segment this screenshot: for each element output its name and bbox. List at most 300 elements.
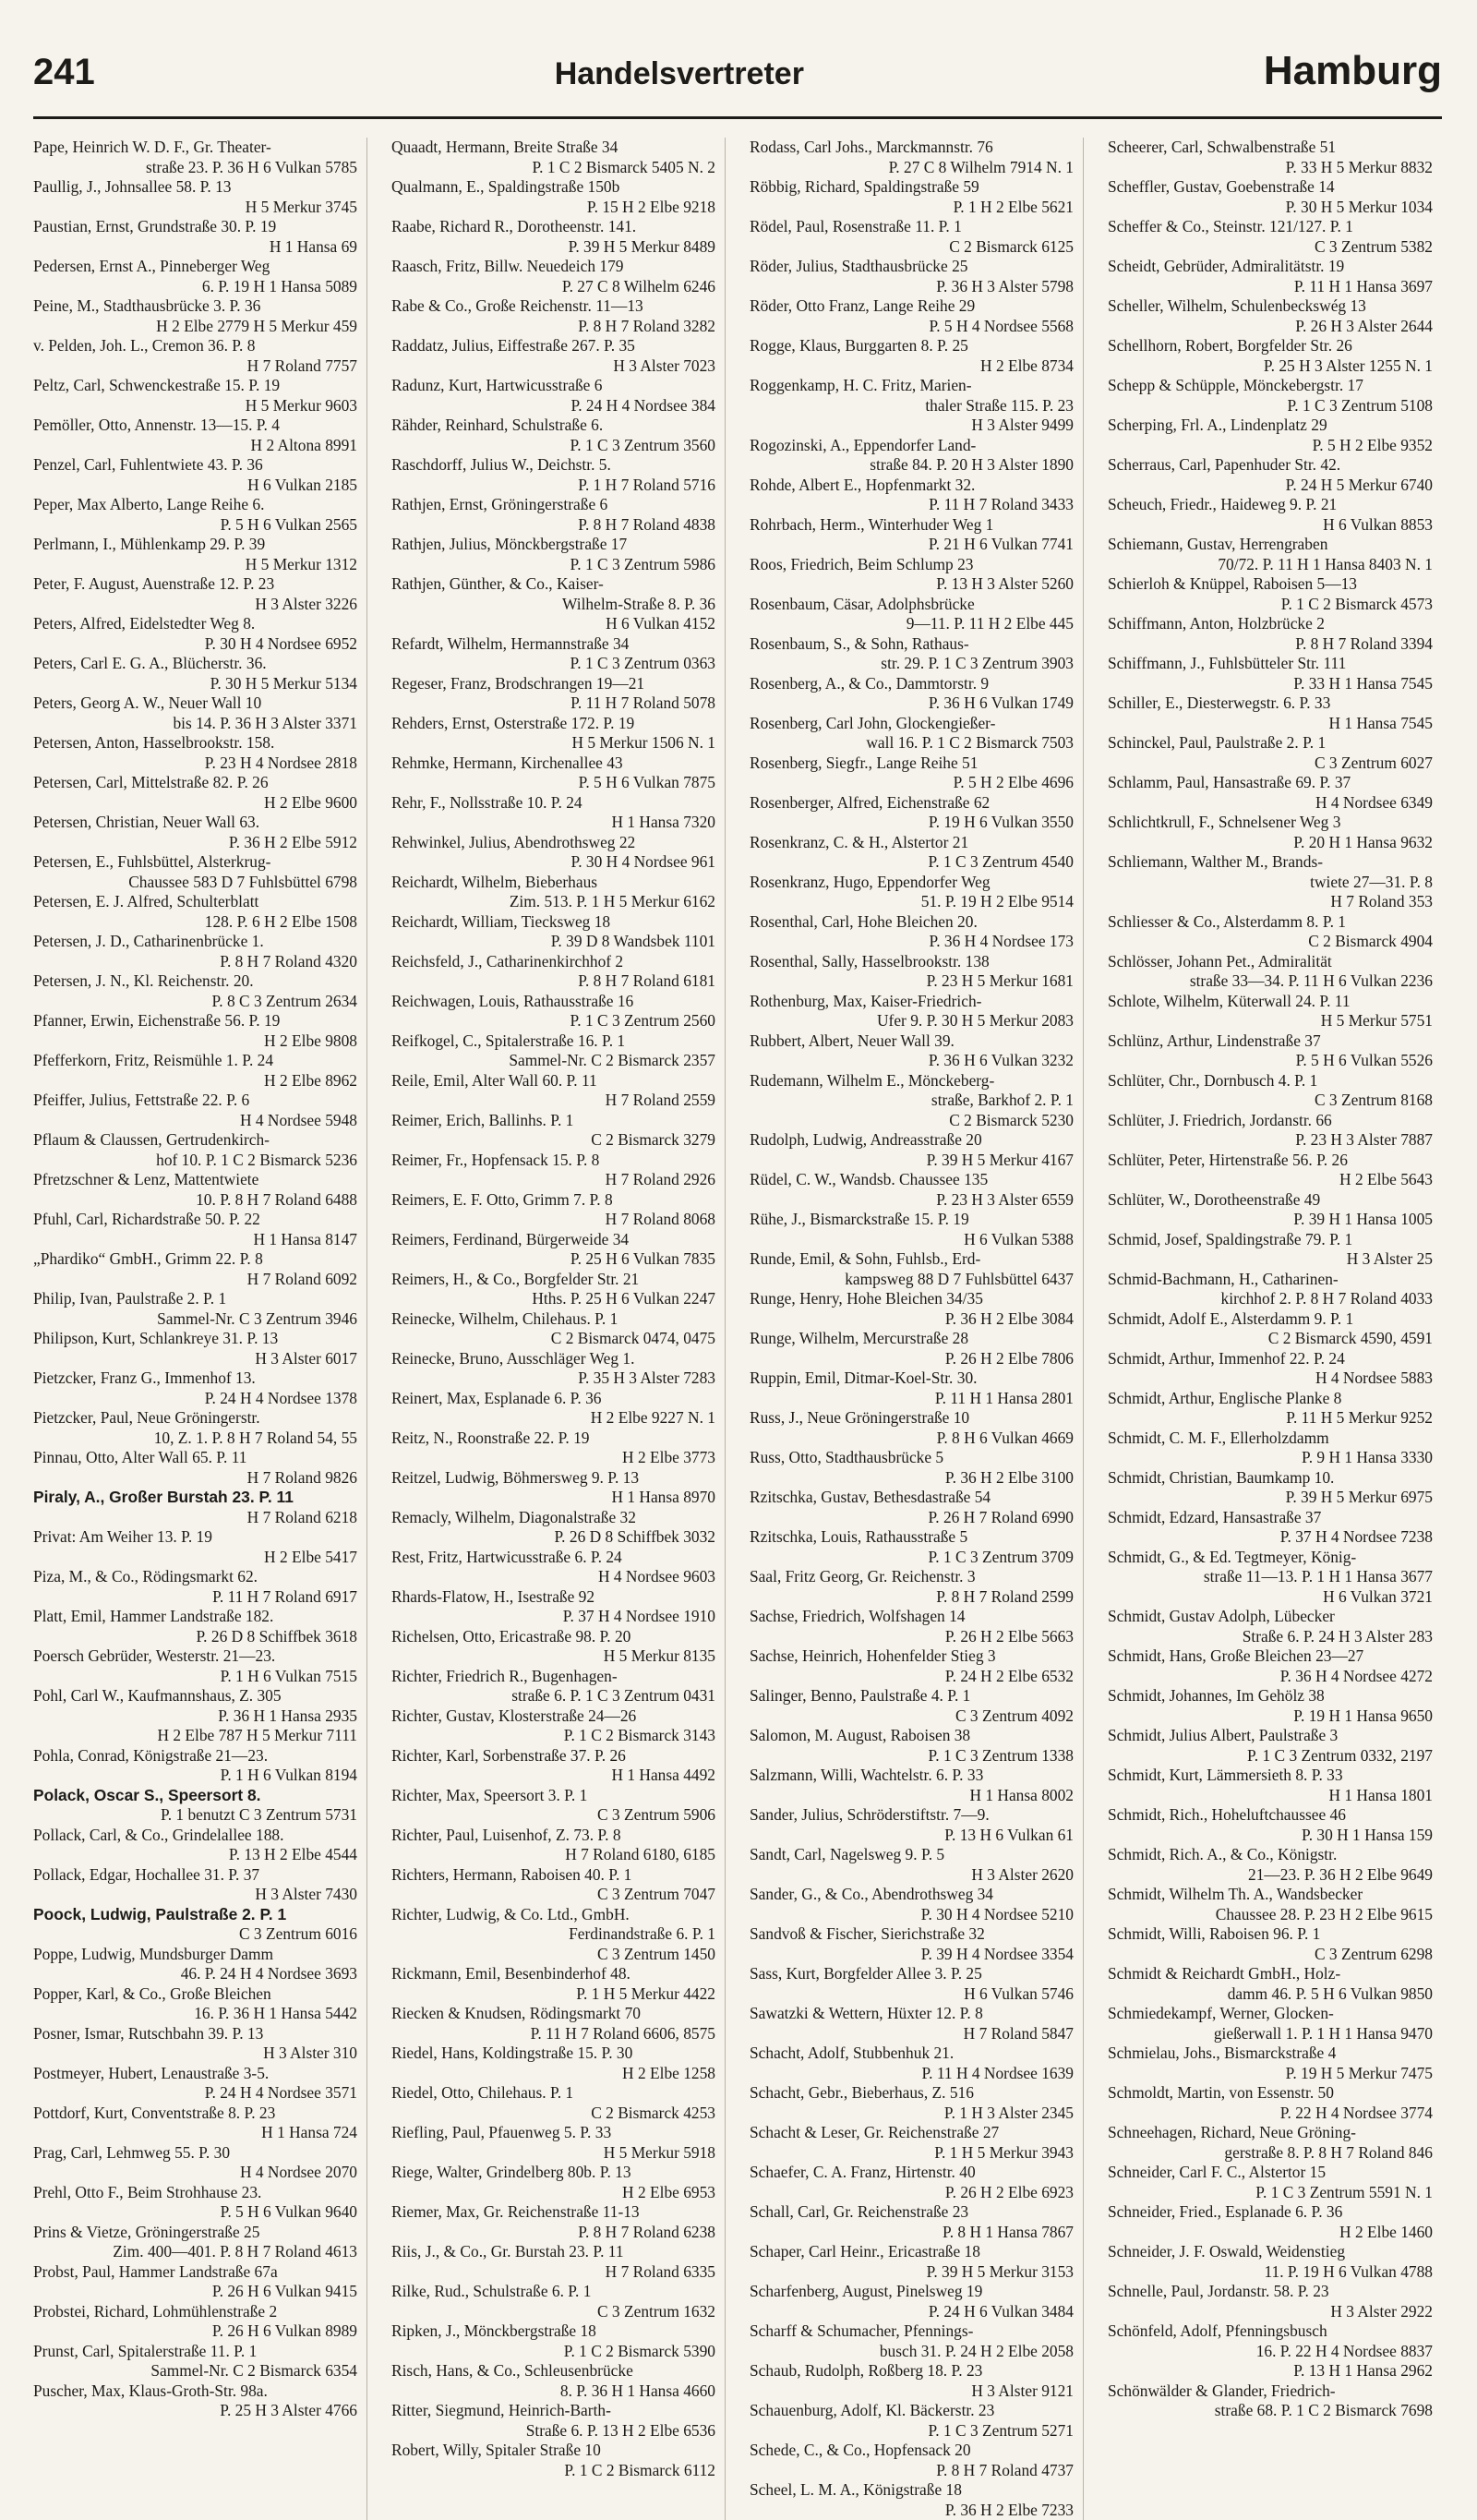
entry-phone-line: C 3 Zentrum 6027 xyxy=(1108,754,1433,774)
entry-phone-line: P. 26 H 7 Roland 6990 xyxy=(750,1508,1074,1528)
directory-entry: Peper, Max Alberto, Lange Reihe 6. xyxy=(33,495,357,515)
entry-phone-line: H 4 Nordsee 5883 xyxy=(1108,1369,1433,1389)
entry-phone-line: P. 26 D 8 Schiffbek 3618 xyxy=(33,1627,357,1647)
directory-entry: Peters, Carl E. G. A., Blücherstr. 36. xyxy=(33,654,357,674)
directory-entry: Roos, Friedrich, Beim Schlump 23 xyxy=(750,555,1074,575)
entry-phone-line: P. 22 H 4 Nordsee 3774 xyxy=(1108,2104,1433,2124)
directory-entry: Poock, Ludwig, Paulstraße 2. P. 1 xyxy=(33,1905,357,1925)
city-title: Hamburg xyxy=(1264,48,1442,94)
entry-phone-line: P. 1 C 2 Bismarck 3143 xyxy=(391,1726,715,1746)
directory-entry: Poppe, Ludwig, Mundsburger Damm xyxy=(33,1945,357,1965)
directory-entry: Schmidt, Julius Albert, Paulstraße 3 xyxy=(1108,1726,1433,1746)
directory-entry: Peter, F. August, Auenstraße 12. P. 23 xyxy=(33,574,357,595)
entry-phone-line: 16. P. 36 H 1 Hansa 5442 xyxy=(33,2004,357,2024)
entry-phone-line: P. 13 H 3 Alster 5260 xyxy=(750,574,1074,595)
directory-entry: Schiller, E., Diesterwegstr. 6. P. 33 xyxy=(1108,693,1433,714)
directory-entry: Scherraus, Carl, Papenhuder Str. 42. xyxy=(1108,455,1433,476)
directory-entry: Schmidt, Edzard, Hansastraße 37 xyxy=(1108,1508,1433,1528)
entry-phone-line: H 5 Merkur 5918 xyxy=(391,2143,715,2164)
directory-entry: Richter, Karl, Sorbenstraße 37. P. 26 xyxy=(391,1746,715,1766)
entry-phone-line: P. 1 C 3 Zentrum 5591 N. 1 xyxy=(1108,2183,1433,2203)
directory-entry: Petersen, E. J. Alfred, Schulterblatt xyxy=(33,892,357,912)
entry-phone-line: H 7 Roland 9826 xyxy=(33,1468,357,1489)
entry-phone-line: P. 33 H 5 Merkur 8832 xyxy=(1108,158,1433,178)
entry-phone-line: Hths. P. 25 H 6 Vulkan 2247 xyxy=(391,1289,715,1309)
entry-phone-line: H 5 Merkur 1506 N. 1 xyxy=(391,733,715,754)
entry-phone-line: C 3 Zentrum 7047 xyxy=(391,1885,715,1905)
directory-entry: Sachse, Heinrich, Hohenfelder Stieg 3 xyxy=(750,1646,1074,1667)
entry-phone-line: C 3 Zentrum 6016 xyxy=(33,1924,357,1945)
entry-phone-line: H 7 Roland 6218 xyxy=(33,1508,357,1528)
entry-phone-line: P. 5 H 2 Elbe 4696 xyxy=(750,773,1074,793)
directory-entry: Rosenbaum, Cäsar, Adolphsbrücke xyxy=(750,595,1074,615)
directory-entry: Schall, Carl, Gr. Reichenstraße 23 xyxy=(750,2202,1074,2223)
directory-entry: Rogge, Klaus, Burggarten 8. P. 25 xyxy=(750,336,1074,356)
directory-entry: Sawatzki & Wettern, Hüxter 12. P. 8 xyxy=(750,2004,1074,2024)
directory-entry: Schmidt, Adolf E., Alsterdamm 9. P. 1 xyxy=(1108,1309,1433,1330)
directory-entry: Pemöller, Otto, Annenstr. 13—15. P. 4 xyxy=(33,416,357,436)
directory-entry: Rehders, Ernst, Osterstraße 172. P. 19 xyxy=(391,714,715,734)
entry-phone-line: P. 8 H 7 Roland 6238 xyxy=(391,2223,715,2243)
entry-phone-line: Ufer 9. P. 30 H 5 Merkur 2083 xyxy=(750,1011,1074,1031)
entry-phone-line: P. 30 H 5 Merkur 5134 xyxy=(33,674,357,694)
entry-phone-line: H 3 Alster 9121 xyxy=(750,2381,1074,2402)
directory-entry: Prag, Carl, Lehmweg 55. P. 30 xyxy=(33,2143,357,2164)
directory-entry: Pollack, Edgar, Hochallee 31. P. 37 xyxy=(33,1865,357,1886)
entry-phone-line: P. 36 H 2 Elbe 3084 xyxy=(750,1309,1074,1330)
entry-phone-line: H 1 Hansa 7320 xyxy=(391,813,715,833)
entry-phone-line: H 6 Vulkan 3721 xyxy=(1108,1587,1433,1608)
entry-phone-line: P. 27 C 8 Wilhelm 7914 N. 1 xyxy=(750,158,1074,178)
directory-entry: Prehl, Otto F., Beim Strohhause 23. xyxy=(33,2183,357,2203)
directory-entry: Rosenthal, Carl, Hohe Bleichen 20. xyxy=(750,912,1074,933)
directory-entry: Pfefferkorn, Fritz, Reismühle 1. P. 24 xyxy=(33,1051,357,1071)
entry-phone-line: damm 46. P. 5 H 6 Vulkan 9850 xyxy=(1108,1984,1433,2005)
entry-phone-line: H 6 Vulkan 2185 xyxy=(33,476,357,496)
entry-phone-line: H 3 Alster 7430 xyxy=(33,1885,357,1905)
entry-phone-line: P. 25 H 3 Alster 4766 xyxy=(33,2401,357,2421)
directory-entry: Schmid-Bachmann, H., Catharinen- xyxy=(1108,1270,1433,1290)
directory-entry: Risch, Hans, & Co., Schleusenbrücke xyxy=(391,2361,715,2381)
directory-entry: Paullig, J., Johnsallee 58. P. 13 xyxy=(33,177,357,198)
entry-phone-line: P. 8 H 7 Roland 4838 xyxy=(391,515,715,536)
entry-phone-line: H 6 Vulkan 8853 xyxy=(1108,515,1433,536)
entry-phone-line: P. 1 C 3 Zentrum 0363 xyxy=(391,654,715,674)
entry-phone-line: H 6 Vulkan 5746 xyxy=(750,1984,1074,2005)
directory-entry: Schaefer, C. A. Franz, Hirtenstr. 40 xyxy=(750,2163,1074,2183)
directory-entry: Schacht, Gebr., Bieberhaus, Z. 516 xyxy=(750,2083,1074,2104)
directory-entry: Richter, Friedrich R., Bugenhagen- xyxy=(391,1667,715,1687)
directory-entry: Schmiedekampf, Werner, Glocken- xyxy=(1108,2004,1433,2024)
directory-entry: Schmidt, Rich., Hoheluftchaussee 46 xyxy=(1108,1805,1433,1826)
entry-phone-line: P. 11 H 7 Roland 3433 xyxy=(750,495,1074,515)
directory-columns xyxy=(33,138,1442,2234)
entry-phone-line: P. 15 H 2 Elbe 9218 xyxy=(391,198,715,218)
directory-entry: Probstei, Richard, Lohmühlenstraße 2 xyxy=(33,2302,357,2322)
entry-phone-line: P. 27 C 8 Wilhelm 6246 xyxy=(391,277,715,297)
entry-phone-line: C 2 Bismarck 6125 xyxy=(750,237,1074,258)
directory-entry: Röbbig, Richard, Spaldingstraße 59 xyxy=(750,177,1074,198)
entry-phone-line: H 7 Roland 353 xyxy=(1108,892,1433,912)
entry-phone-line: H 5 Merkur 5751 xyxy=(1108,1011,1433,1031)
directory-entry: Scheffler, Gustav, Goebenstraße 14 xyxy=(1108,177,1433,198)
entry-phone-line: P. 30 H 4 Nordsee 6952 xyxy=(33,634,357,655)
entry-phone-line: H 2 Elbe 9227 N. 1 xyxy=(391,1408,715,1429)
entry-phone-line: H 7 Roland 2926 xyxy=(391,1170,715,1190)
directory-entry: Ruppin, Emil, Ditmar-Koel-Str. 30. xyxy=(750,1369,1074,1389)
directory-entry: Rathjen, Günther, & Co., Kaiser- xyxy=(391,574,715,595)
entry-phone-line: C 2 Bismarck 4904 xyxy=(1108,932,1433,952)
directory-entry: Schlüter, Chr., Dornbusch 4. P. 1 xyxy=(1108,1071,1433,1091)
entry-phone-line: P. 1 H 6 Vulkan 8194 xyxy=(33,1766,357,1786)
directory-entry: Rosenbaum, S., & Sohn, Rathaus- xyxy=(750,634,1074,655)
directory-entry: Radunz, Kurt, Hartwicusstraße 6 xyxy=(391,376,715,396)
directory-entry: Schepp & Schüpple, Mönckebergstr. 17 xyxy=(1108,376,1433,396)
entry-phone-line: P. 25 H 3 Alster 1255 N. 1 xyxy=(1108,356,1433,377)
directory-entry: Riis, J., & Co., Gr. Burstah 23. P. 11 xyxy=(391,2242,715,2262)
directory-entry: Riemer, Max, Gr. Reichenstraße 11-13 xyxy=(391,2202,715,2223)
directory-entry: „Phardiko“ GmbH., Grimm 22. P. 8 xyxy=(33,1249,357,1270)
entry-phone-line: H 1 Hansa 4492 xyxy=(391,1766,715,1786)
directory-entry: Rzitschka, Gustav, Bethesdastraße 54 xyxy=(750,1488,1074,1508)
directory-entry: Reimers, Ferdinand, Bürgerweide 34 xyxy=(391,1230,715,1250)
directory-entry: Salomon, M. August, Raboisen 38 xyxy=(750,1726,1074,1746)
entry-phone-line: gerstraße 8. P. 8 H 7 Roland 846 xyxy=(1108,2143,1433,2164)
directory-entry: Reimer, Erich, Ballinhs. P. 1 xyxy=(391,1111,715,1131)
directory-entry: Sass, Kurt, Borgfelder Allee 3. P. 25 xyxy=(750,1964,1074,1984)
directory-entry: Rosenberger, Alfred, Eichenstraße 62 xyxy=(750,793,1074,814)
entry-phone-line: C 2 Bismarck 4590, 4591 xyxy=(1108,1329,1433,1349)
directory-entry: Schneider, J. F. Oswald, Weidenstieg xyxy=(1108,2242,1433,2262)
directory-entry: Richter, Paul, Luisenhof, Z. 73. P. 8 xyxy=(391,1826,715,1846)
entry-phone-line: H 1 Hansa 8002 xyxy=(750,1786,1074,1806)
entry-phone-line: P. 36 H 4 Nordsee 4272 xyxy=(1108,1667,1433,1687)
entry-phone-line: P. 20 H 1 Hansa 9632 xyxy=(1108,833,1433,853)
entry-phone-line: P. 19 H 1 Hansa 9650 xyxy=(1108,1706,1433,1727)
directory-entry: Schlüter, J. Friedrich, Jordanstr. 66 xyxy=(1108,1111,1433,1131)
entry-phone-line: hof 10. P. 1 C 2 Bismarck 5236 xyxy=(33,1151,357,1171)
entry-phone-line: 128. P. 6 H 2 Elbe 1508 xyxy=(33,912,357,933)
directory-entry: Rosenthal, Sally, Hasselbrookstr. 138 xyxy=(750,952,1074,972)
entry-phone-line: P. 33 H 1 Hansa 7545 xyxy=(1108,674,1433,694)
entry-phone-line: 11. P. 19 H 6 Vulkan 4788 xyxy=(1108,2262,1433,2283)
entry-phone-line: 10. P. 8 H 7 Roland 6488 xyxy=(33,1190,357,1211)
entry-phone-line: C 3 Zentrum 5382 xyxy=(1108,237,1433,258)
entry-phone-line: Zim. 400—401. P. 8 H 7 Roland 4613 xyxy=(33,2242,357,2262)
directory-entry: Schönwälder & Glander, Friedrich- xyxy=(1108,2381,1433,2402)
directory-entry: Schmidt, Christian, Baumkamp 10. xyxy=(1108,1468,1433,1489)
entry-phone-line: H 3 Alster 2922 xyxy=(1108,2302,1433,2322)
entry-phone-line: H 5 Merkur 9603 xyxy=(33,396,357,416)
directory-entry: Schlünz, Arthur, Lindenstraße 37 xyxy=(1108,1031,1433,1052)
entry-phone-line: P. 11 H 1 Hansa 3697 xyxy=(1108,277,1433,297)
directory-entry: Röder, Otto Franz, Lange Reihe 29 xyxy=(750,296,1074,317)
entry-phone-line: H 4 Nordsee 5948 xyxy=(33,1111,357,1131)
directory-entry: Pollack, Carl, & Co., Grindelallee 188. xyxy=(33,1826,357,1846)
entry-phone-line: Sammel-Nr. C 3 Zentrum 3946 xyxy=(33,1309,357,1330)
entry-phone-line: H 5 Merkur 8135 xyxy=(391,1646,715,1667)
directory-entry: Reichwagen, Louis, Rathausstraße 16 xyxy=(391,992,715,1012)
entry-phone-line: wall 16. P. 1 C 2 Bismarck 7503 xyxy=(750,733,1074,754)
entry-phone-line: P. 1 H 6 Vulkan 7515 xyxy=(33,1667,357,1687)
entry-phone-line: H 3 Alster 3226 xyxy=(33,595,357,615)
entry-phone-line: H 2 Elbe 3773 xyxy=(391,1448,715,1468)
directory-entry: Perlmann, I., Mühlenkamp 29. P. 39 xyxy=(33,535,357,555)
directory-entry: Rzitschka, Louis, Rathausstraße 5 xyxy=(750,1527,1074,1548)
directory-entry: Rehr, F., Nollsstraße 10. P. 24 xyxy=(391,793,715,814)
directory-entry: Schmidt, Kurt, Lämmersieth 8. P. 33 xyxy=(1108,1766,1433,1786)
entry-phone-line: P. 1 H 5 Merkur 4422 xyxy=(391,1984,715,2005)
directory-entry: Raschdorff, Julius W., Deichstr. 5. xyxy=(391,455,715,476)
entry-phone-line: H 4 Nordsee 6349 xyxy=(1108,793,1433,814)
entry-phone-line: 46. P. 24 H 4 Nordsee 3693 xyxy=(33,1964,357,1984)
entry-phone-line: P. 36 H 6 Vulkan 1749 xyxy=(750,693,1074,714)
directory-entry: Rosenberg, A., & Co., Dammtorstr. 9 xyxy=(750,674,1074,694)
entry-phone-line: H 2 Elbe 8734 xyxy=(750,356,1074,377)
directory-entry: Scharfenberg, August, Pinelsweg 19 xyxy=(750,2282,1074,2302)
directory-entry: Rudolph, Ludwig, Andreasstraße 20 xyxy=(750,1130,1074,1151)
entry-phone-line: P. 26 H 3 Alster 2644 xyxy=(1108,317,1433,337)
entry-phone-line: P. 11 H 7 Roland 5078 xyxy=(391,693,715,714)
directory-entry: Sander, G., & Co., Abendrothsweg 34 xyxy=(750,1885,1074,1905)
entry-phone-line: Chaussee 28. P. 23 H 2 Elbe 9615 xyxy=(1108,1905,1433,1925)
directory-entry: Rosenberg, Carl John, Glockengießer- xyxy=(750,714,1074,734)
entry-phone-line: P. 1 H 2 Elbe 5621 xyxy=(750,198,1074,218)
entry-phone-line: H 3 Alster 310 xyxy=(33,2044,357,2064)
directory-entry: Schellhorn, Robert, Borgfelder Str. 26 xyxy=(1108,336,1433,356)
entry-phone-line: P. 1 C 3 Zentrum 3560 xyxy=(391,436,715,456)
entry-phone-line: P. 1 H 7 Roland 5716 xyxy=(391,476,715,496)
directory-entry: Reifkogel, C., Spitalerstraße 16. P. 1 xyxy=(391,1031,715,1052)
directory-entry: Raddatz, Julius, Eiffestraße 267. P. 35 xyxy=(391,336,715,356)
directory-entry: Qualmann, E., Spaldingstraße 150b xyxy=(391,177,715,198)
directory-entry: Ripken, J., Mönckbergstraße 18 xyxy=(391,2321,715,2342)
directory-entry: Schlüter, W., Dorotheenstraße 49 xyxy=(1108,1190,1433,1211)
entry-phone-line: C 2 Bismarck 5230 xyxy=(750,1111,1074,1131)
entry-phone-line: P. 1 C 2 Bismarck 6112 xyxy=(391,2461,715,2481)
directory-entry: Petersen, J. N., Kl. Reichenstr. 20. xyxy=(33,971,357,992)
directory-entry: Roggenkamp, H. C. Fritz, Marien- xyxy=(750,376,1074,396)
directory-entry: Rüdel, C. W., Wandsb. Chaussee 135 xyxy=(750,1170,1074,1190)
directory-entry: Reimer, Fr., Hopfensack 15. P. 8 xyxy=(391,1151,715,1171)
directory-entry: Scheerer, Carl, Schwalbenstraße 51 xyxy=(1108,138,1433,158)
directory-entry: Schmidt, Arthur, Immenhof 22. P. 24 xyxy=(1108,1349,1433,1369)
entry-phone-line: P. 5 H 4 Nordsee 5568 xyxy=(750,317,1074,337)
directory-entry: Penzel, Carl, Fuhlentwiete 43. P. 36 xyxy=(33,455,357,476)
entry-phone-line: Sammel-Nr. C 2 Bismarck 6354 xyxy=(33,2361,357,2381)
directory-entry: Reichsfeld, J., Catharinenkirchhof 2 xyxy=(391,952,715,972)
directory-entry: Schliemann, Walther M., Brands- xyxy=(1108,852,1433,873)
directory-column xyxy=(391,138,726,2520)
directory-entry: Rosenberg, Siegfr., Lange Reihe 51 xyxy=(750,754,1074,774)
directory-entry: Pfretzschner & Lenz, Mattentwiete xyxy=(33,1170,357,1190)
entry-phone-line: P. 24 H 6 Vulkan 3484 xyxy=(750,2302,1074,2322)
directory-entry: Reitz, N., Roonstraße 22. P. 19 xyxy=(391,1429,715,1449)
directory-entry: Schmidt, Johannes, Im Gehölz 38 xyxy=(1108,1686,1433,1706)
directory-entry: Schmoldt, Martin, von Essenstr. 50 xyxy=(1108,2083,1433,2104)
entry-phone-line: P. 24 H 2 Elbe 6532 xyxy=(750,1667,1074,1687)
directory-entry: Reimers, H., & Co., Borgfelder Str. 21 xyxy=(391,1270,715,1290)
directory-entry: Rubbert, Albert, Neuer Wall 39. xyxy=(750,1031,1074,1052)
directory-entry: Petersen, J. D., Catharinenbrücke 1. xyxy=(33,932,357,952)
entry-phone-line: H 1 Hansa 69 xyxy=(33,237,357,258)
entry-phone-line: 10, Z. 1. P. 8 H 7 Roland 54, 55 xyxy=(33,1429,357,1449)
entry-phone-line: P. 26 H 6 Vulkan 9415 xyxy=(33,2282,357,2302)
entry-phone-line: H 4 Nordsee 2070 xyxy=(33,2163,357,2183)
entry-phone-line: P. 26 H 2 Elbe 7806 xyxy=(750,1349,1074,1369)
entry-phone-line: H 2 Elbe 6953 xyxy=(391,2183,715,2203)
directory-entry: Rudemann, Wilhelm E., Mönckeberg- xyxy=(750,1071,1074,1091)
entry-phone-line: P. 8 H 7 Roland 3282 xyxy=(391,317,715,337)
entry-phone-line: P. 37 H 4 Nordsee 1910 xyxy=(391,1607,715,1627)
directory-entry: Pinnau, Otto, Alter Wall 65. P. 11 xyxy=(33,1448,357,1468)
entry-phone-line: P. 8 H 6 Vulkan 4669 xyxy=(750,1429,1074,1449)
directory-entry: Rilke, Rud., Schulstraße 6. P. 1 xyxy=(391,2282,715,2302)
entry-phone-line: C 3 Zentrum 6298 xyxy=(1108,1945,1433,1965)
entry-phone-line: P. 8 H 7 Roland 4737 xyxy=(750,2461,1074,2481)
directory-entry: Schmidt, Hans, Große Bleichen 23—27 xyxy=(1108,1646,1433,1667)
entry-phone-line: P. 13 H 2 Elbe 4544 xyxy=(33,1845,357,1865)
directory-entry: Peltz, Carl, Schwenckestraße 15. P. 19 xyxy=(33,376,357,396)
entry-phone-line: 70/72. P. 11 H 1 Hansa 8403 N. 1 xyxy=(1108,555,1433,575)
directory-entry: Rohrbach, Herm., Winterhuder Weg 1 xyxy=(750,515,1074,536)
directory-entry: Rabe & Co., Große Reichenstr. 11—13 xyxy=(391,296,715,317)
directory-entry: Pietzcker, Paul, Neue Gröningerstr. xyxy=(33,1408,357,1429)
directory-column xyxy=(1108,138,1442,2520)
entry-phone-line: P. 11 H 4 Nordsee 1639 xyxy=(750,2064,1074,2084)
entry-phone-line: P. 36 H 4 Nordsee 173 xyxy=(750,932,1074,952)
directory-entry: Richter, Max, Speersort 3. P. 1 xyxy=(391,1786,715,1806)
entry-phone-line: P. 39 H 1 Hansa 1005 xyxy=(1108,1210,1433,1230)
entry-phone-line: C 3 Zentrum 1450 xyxy=(391,1945,715,1965)
directory-entry: Rödel, Paul, Rosenstraße 11. P. 1 xyxy=(750,217,1074,237)
directory-entry: Sander, Julius, Schröderstiftstr. 7—9. xyxy=(750,1805,1074,1826)
entry-phone-line: P. 1 C 2 Bismarck 5405 N. 2 xyxy=(391,158,715,178)
entry-phone-line: P. 39 H 5 Merkur 3153 xyxy=(750,2262,1074,2283)
entry-phone-line: H 2 Elbe 5417 xyxy=(33,1548,357,1568)
entry-phone-line: str. 29. P. 1 C 3 Zentrum 3903 xyxy=(750,654,1074,674)
entry-phone-line: P. 39 H 4 Nordsee 3354 xyxy=(750,1945,1074,1965)
directory-entry: Schmidt, Arthur, Englische Planke 8 xyxy=(1108,1389,1433,1409)
directory-entry: Reinert, Max, Esplanade 6. P. 36 xyxy=(391,1389,715,1409)
directory-entry: Runge, Henry, Hohe Bleichen 34/35 xyxy=(750,1289,1074,1309)
entry-phone-line: P. 19 H 6 Vulkan 3550 xyxy=(750,813,1074,833)
entry-phone-line: H 2 Elbe 1258 xyxy=(391,2064,715,2084)
directory-entry: Schiffmann, Anton, Holzbrücke 2 xyxy=(1108,614,1433,634)
entry-phone-line: P. 24 H 4 Nordsee 1378 xyxy=(33,1389,357,1409)
directory-entry: Sandt, Carl, Nagelsweg 9. P. 5 xyxy=(750,1845,1074,1865)
directory-entry: Peine, M., Stadthausbrücke 3. P. 36 xyxy=(33,296,357,317)
directory-entry: Schmidt, C. M. F., Ellerholzdamm xyxy=(1108,1429,1433,1449)
entry-phone-line: P. 21 H 6 Vulkan 7741 xyxy=(750,535,1074,555)
entry-phone-line: P. 1 C 3 Zentrum 5986 xyxy=(391,555,715,575)
directory-entry: Pedersen, Ernst A., Pinneberger Weg xyxy=(33,257,357,277)
directory-entry: Saal, Fritz Georg, Gr. Reichenstr. 3 xyxy=(750,1567,1074,1587)
directory-entry: Scheller, Wilhelm, Schulenbeckswég 13 xyxy=(1108,296,1433,317)
entry-phone-line: H 1 Hansa 7545 xyxy=(1108,714,1433,734)
directory-entry: Rühe, J., Bismarckstraße 15. P. 19 xyxy=(750,1210,1074,1230)
directory-entry: Popper, Karl, & Co., Große Bleichen xyxy=(33,1984,357,2005)
entry-phone-line: P. 8 H 7 Roland 4320 xyxy=(33,952,357,972)
entry-phone-line: Chaussee 583 D 7 Fuhlsbüttel 6798 xyxy=(33,873,357,893)
directory-entry: Petersen, Anton, Hasselbrookstr. 158. xyxy=(33,733,357,754)
entry-phone-line: H 1 Hansa 8147 xyxy=(33,1230,357,1250)
page-number: 241 xyxy=(33,52,95,93)
entry-phone-line: H 6 Vulkan 5388 xyxy=(750,1230,1074,1250)
directory-entry: Schönfeld, Adolf, Pfenningsbusch xyxy=(1108,2321,1433,2342)
entry-phone-line: P. 1 C 2 Bismarck 4573 xyxy=(1108,595,1433,615)
entry-phone-line: Straße 6. P. 13 H 2 Elbe 6536 xyxy=(391,2421,715,2442)
entry-phone-line: P. 1 H 3 Alster 2345 xyxy=(750,2104,1074,2124)
directory-entry: Quaadt, Hermann, Breite Straße 34 xyxy=(391,138,715,158)
directory-entry: Platt, Emil, Hammer Landstraße 182. xyxy=(33,1607,357,1627)
section-title: Handelsvertreter xyxy=(555,56,804,92)
entry-phone-line: P. 23 H 4 Nordsee 2818 xyxy=(33,754,357,774)
directory-entry: Prins & Vietze, Gröningerstraße 25 xyxy=(33,2223,357,2243)
directory-entry: Paustian, Ernst, Grundstraße 30. P. 19 xyxy=(33,217,357,237)
directory-entry: Schmidt, Rich. A., & Co., Königstr. xyxy=(1108,1845,1433,1865)
directory-entry: Pfanner, Erwin, Eichenstraße 56. P. 19 xyxy=(33,1011,357,1031)
directory-entry: Richelsen, Otto, Ericastraße 98. P. 20 xyxy=(391,1627,715,1647)
entry-phone-line: P. 5 H 6 Vulkan 9640 xyxy=(33,2202,357,2223)
entry-phone-line: 51. P. 19 H 2 Elbe 9514 xyxy=(750,892,1074,912)
entry-phone-line: P. 30 H 4 Nordsee 5210 xyxy=(750,1905,1074,1925)
directory-entry: Schacht & Leser, Gr. Reichenstraße 27 xyxy=(750,2123,1074,2143)
directory-entry: Scheel, L. M. A., Königstraße 18 xyxy=(750,2480,1074,2501)
entry-phone-line: P. 11 H 7 Roland 6917 xyxy=(33,1587,357,1608)
directory-entry: Rehwinkel, Julius, Abendrothsweg 22 xyxy=(391,833,715,853)
entry-phone-line: Straße 6. P. 24 H 3 Alster 283 xyxy=(1108,1627,1433,1647)
directory-entry: Schede, C., & Co., Hopfensack 20 xyxy=(750,2441,1074,2461)
directory-entry: Schlichtkrull, F., Schnelsener Weg 3 xyxy=(1108,813,1433,833)
entry-phone-line: H 7 Roland 5847 xyxy=(750,2024,1074,2044)
directory-entry: Schlote, Wilhelm, Küterwall 24. P. 11 xyxy=(1108,992,1433,1012)
entry-phone-line: H 2 Elbe 787 H 5 Merkur 7111 xyxy=(33,1726,357,1746)
directory-entry: Reile, Emil, Alter Wall 60. P. 11 xyxy=(391,1071,715,1091)
entry-phone-line: straße, Barkhof 2. P. 1 xyxy=(750,1091,1074,1111)
entry-phone-line: P. 30 H 5 Merkur 1034 xyxy=(1108,198,1433,218)
directory-entry: Schmidt, Wilhelm Th. A., Wandsbecker xyxy=(1108,1885,1433,1905)
entry-phone-line: H 2 Elbe 2779 H 5 Merkur 459 xyxy=(33,317,357,337)
directory-entry: Scheffer & Co., Steinstr. 121/127. P. 1 xyxy=(1108,217,1433,237)
entry-phone-line: P. 1 C 2 Bismarck 5390 xyxy=(391,2342,715,2362)
directory-entry: Reinecke, Bruno, Ausschläger Weg 1. xyxy=(391,1349,715,1369)
directory-entry: Philipson, Kurt, Schlankreye 31. P. 13 xyxy=(33,1329,357,1349)
entry-phone-line: P. 36 H 6 Vulkan 3232 xyxy=(750,1051,1074,1071)
directory-entry: Runde, Emil, & Sohn, Fuhlsb., Erd- xyxy=(750,1249,1074,1270)
directory-entry: Rhards-Flatow, H., Isestraße 92 xyxy=(391,1587,715,1608)
entry-phone-line: H 5 Merkur 3745 xyxy=(33,198,357,218)
entry-phone-line: H 2 Elbe 9600 xyxy=(33,793,357,814)
directory-entry: Reitzel, Ludwig, Böhmersweg 9. P. 13 xyxy=(391,1468,715,1489)
entry-phone-line: P. 24 H 5 Merkur 6740 xyxy=(1108,476,1433,496)
entry-phone-line: straße 6. P. 1 C 3 Zentrum 0431 xyxy=(391,1686,715,1706)
entry-phone-line: P. 23 H 3 Alster 6559 xyxy=(750,1190,1074,1211)
entry-phone-line: H 3 Alster 2620 xyxy=(750,1865,1074,1886)
entry-phone-line: P. 35 H 3 Alster 7283 xyxy=(391,1369,715,1389)
directory-entry: Reimers, E. F. Otto, Grimm 7. P. 8 xyxy=(391,1190,715,1211)
directory-entry: Rathjen, Julius, Mönckbergstraße 17 xyxy=(391,535,715,555)
entry-phone-line: H 2 Elbe 9808 xyxy=(33,1031,357,1052)
directory-entry: Scheidt, Gebrüder, Admiralitätstr. 19 xyxy=(1108,257,1433,277)
entry-phone-line: P. 11 H 1 Hansa 2801 xyxy=(750,1389,1074,1409)
directory-entry: Petersen, Christian, Neuer Wall 63. xyxy=(33,813,357,833)
entry-phone-line: kirchhof 2. P. 8 H 7 Roland 4033 xyxy=(1108,1289,1433,1309)
entry-phone-line: C 3 Zentrum 4092 xyxy=(750,1706,1074,1727)
directory-entry: Rosenkranz, Hugo, Eppendorfer Weg xyxy=(750,873,1074,893)
directory-entry: Riedel, Hans, Koldingstraße 15. P. 30 xyxy=(391,2044,715,2064)
directory-entry: Schmid, Josef, Spaldingstraße 79. P. 1 xyxy=(1108,1230,1433,1250)
